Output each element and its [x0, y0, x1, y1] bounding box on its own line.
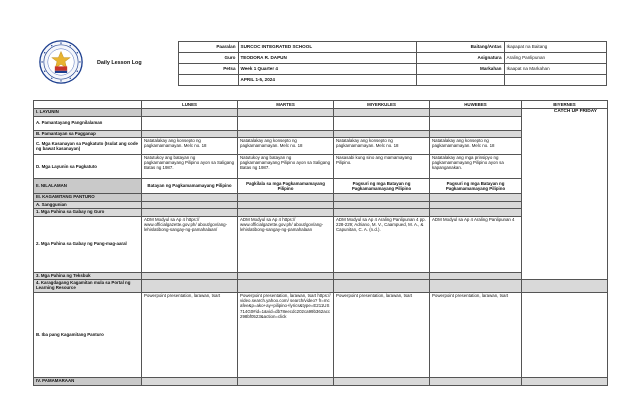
shaded-cell — [430, 280, 522, 293]
shaded-cell — [430, 130, 522, 138]
shaded-cell — [522, 378, 608, 386]
table-cell: Natatalakay ang konsepto ng pagkamamamayan. Melc no. 18 — [430, 138, 522, 155]
label-blank-2 — [416, 75, 504, 86]
table-row — [34, 293, 608, 378]
shaded-cell — [238, 130, 334, 138]
table-cell: Powerpoint presentation, larawan, tsart — [334, 293, 430, 378]
shaded-cell — [238, 378, 334, 386]
value-markahan: Ikaapat na Markahan — [504, 64, 606, 75]
shaded-cell — [334, 272, 430, 280]
row-label: 1. Mga Pahina sa Gabay ng Guro — [34, 209, 142, 217]
shaded-cell — [142, 109, 238, 117]
row-label: 3. Mga Pahina ng Teksbuk — [34, 272, 142, 280]
shaded-cell — [142, 130, 238, 138]
dll-title-cell — [95, 42, 178, 86]
table-row — [34, 116, 608, 130]
day-header: LUNES — [142, 101, 238, 109]
table-row — [34, 378, 608, 386]
shaded-cell — [238, 272, 334, 280]
day-header: MARTES — [238, 101, 334, 109]
day-header-row — [34, 101, 608, 109]
shaded-cell — [430, 109, 522, 117]
table-cell — [430, 116, 522, 130]
shaded-cell — [142, 378, 238, 386]
catch-up-friday-cell: CATCH UP FRIDAY — [522, 109, 608, 280]
table-cell: Pagkilala sa mga Pagkamamamayang Pilipino — [238, 179, 334, 194]
row-label: D. Mga Layunin sa Pagkatuto — [34, 155, 142, 179]
shaded-cell — [334, 130, 430, 138]
value-petsa: Week 1 Quarter 4 — [238, 64, 416, 75]
table-cell: Powerpoint presentation, larawan, tsart https://video.search.yahoo.com/ search/video? fr=mcafee&p=ako+ay+pilipino+lyrics&type=E211US714G0#id=1&vid=db78eecdc202ca99b362acc298bf0523&action=click — [238, 293, 334, 378]
shaded-cell — [334, 209, 430, 217]
day-header: MIYERKULES — [334, 101, 430, 109]
value-paaralan: SURCOC INTEGRATED SCHOOL — [238, 42, 416, 53]
table-cell: Natutukoy ang batayan ng pagkamamamayang Pilipino ayon sa Saligang Batas ng 1987. — [238, 155, 334, 179]
shaded-cell — [142, 201, 238, 209]
value-date-range: APRIL 1-5, 2024 — [238, 75, 416, 86]
shaded-cell — [142, 272, 238, 280]
shaded-cell — [334, 194, 430, 202]
table-row — [34, 130, 608, 138]
table-cell: Natatalakay ang konsepto ng pagkamamamayan. Melc no. 18 — [334, 138, 430, 155]
label-petsa: Petsa — [178, 64, 238, 75]
table-cell: Powerpoint presentation, larawan, tsart — [142, 293, 238, 378]
label-guro: Guro — [178, 53, 238, 64]
table-cell — [522, 293, 608, 378]
table-row — [34, 209, 608, 217]
shaded-cell — [430, 272, 522, 280]
table-cell: Nasasabi kung sino ang mamamayang Pilipino. — [334, 155, 430, 179]
table-cell: ADM Modyul sa Ap 4 Araling Panlipunan 4 — [430, 216, 522, 272]
shaded-cell — [430, 209, 522, 217]
shaded-cell — [142, 209, 238, 217]
value-guro: TEODORA R. DAPUN — [238, 53, 416, 64]
shaded-cell — [334, 280, 430, 293]
shaded-cell — [334, 201, 430, 209]
section-row — [34, 109, 608, 117]
table-row — [34, 179, 608, 194]
table-cell — [238, 116, 334, 130]
shaded-cell — [142, 194, 238, 202]
table-cell: ADM Modyul sa Ap 4 https:// www.officialgazette.gov.ph/ about/gov/ang-lehislatibong-sangay-ng-pamahalaan/ — [142, 216, 238, 272]
corner-cell — [34, 101, 142, 109]
table-row — [34, 138, 608, 155]
table-cell: Pagsuri ng mga Batayan ng Pagkamamamayang Pilipino — [334, 179, 430, 194]
row-label: A. Sanggunian — [34, 201, 142, 209]
row-label: B. Pamantayan sa Pagganap — [34, 130, 142, 138]
table-cell: Pagsuri ng mga Batayan ng Pagkamamamayang Pilipino — [430, 179, 522, 194]
shaded-cell — [430, 201, 522, 209]
table-row — [34, 155, 608, 179]
value-baitang: Ikapapat na Baitang — [504, 42, 606, 53]
table-row — [34, 216, 608, 272]
table-cell — [142, 116, 238, 130]
row-label: C. Mga Kasanayan sa Pagkatuto (Isulat ang code ng bawat kasanayan) — [34, 138, 142, 155]
day-header: BIYERNES — [522, 101, 608, 109]
section-nilalaman: II. NILALAMAN — [34, 179, 142, 194]
table-cell: Natatalakay ang konsepto ng pagkamamamayan. Melc no. 18 — [142, 138, 238, 155]
table-row — [34, 194, 608, 202]
lesson-log-header — [33, 41, 607, 86]
deped-seal-cell — [33, 42, 95, 86]
shaded-cell — [142, 280, 238, 293]
value-asignatura: Araling Panlipunan — [504, 53, 606, 64]
shaded-cell — [430, 378, 522, 386]
table-row — [34, 280, 608, 293]
shaded-cell — [238, 280, 334, 293]
row-label: A. Pamantayang Pangnilalaman — [34, 116, 142, 130]
shaded-cell — [334, 109, 430, 117]
table-cell: Natutukoy ang batayan ng pagkamamamayang Pilipino ayon sa Saligang Batas ng 1987. — [142, 155, 238, 179]
table-cell: Powerpoint presentation, larawan, tsart — [430, 293, 522, 378]
shaded-cell — [238, 209, 334, 217]
document-title: Daily Lesson Log — [97, 60, 142, 67]
table-row — [34, 272, 608, 280]
label-blank — [178, 75, 238, 86]
deped-seal-icon — [39, 40, 83, 84]
section-pamamaraan: IV. PAMAMARAAN — [34, 378, 142, 386]
table-cell: Natatalakay ang mga prinsipyo ng pagkamamamayang Pilipino ayon sa kapanganakan. — [430, 155, 522, 179]
shaded-cell — [238, 109, 334, 117]
lesson-log-table — [33, 100, 608, 386]
section-layunin: I. LAYUNIN — [34, 109, 142, 117]
table-cell: ADM Modyul sa Ap 4 Araling Panlipunan 4 pp. 228-229; Adriano, M. V., Caampued, M. A., & Capunitan, C. A. (n.d.). — [334, 216, 430, 272]
label-asignatura: Asignatura — [416, 53, 504, 64]
value-blank-2 — [504, 75, 606, 86]
table-row — [34, 201, 608, 209]
shaded-cell — [522, 280, 608, 293]
row-label: 2. Mga Pahina sa Gabay ng Pang-mag-aaral — [34, 216, 142, 272]
table-cell: Batayan ng Pagkamamamayang Pilipino — [142, 179, 238, 194]
label-markahan: Markahan — [416, 64, 504, 75]
table-cell: ADM Modyul sa Ap 4 https:// www.officialgazette.gov.ph/ about/gov/ang-lehislatibong-sangay-ng-pamahalaan — [238, 216, 334, 272]
row-label: B. Iba pang Kagamitang Panturo — [34, 293, 142, 378]
shaded-cell — [238, 201, 334, 209]
shaded-cell — [430, 194, 522, 202]
table-cell: Natatalakay ang konsepto ng pagkamamamayan. Melc no. 18 — [238, 138, 334, 155]
table-cell — [334, 116, 430, 130]
label-baitang: Baitang/Antas — [416, 42, 504, 53]
label-paaralan: Paaralan — [178, 42, 238, 53]
shaded-cell — [238, 194, 334, 202]
section-kagamitang-panturo: III. KAGAMITANG PANTURO — [34, 194, 142, 202]
day-header: HUWEBES — [430, 101, 522, 109]
shaded-cell — [334, 378, 430, 386]
row-label: 4. Karagdagang Kagamitan mula sa Portal ng Learning Resource — [34, 280, 142, 293]
